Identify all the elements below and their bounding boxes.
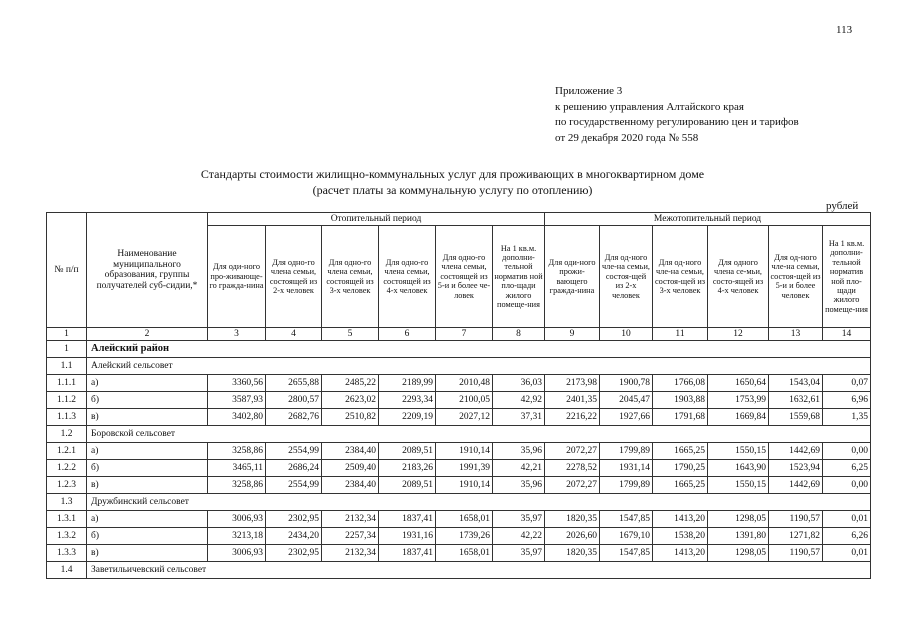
value-cell: 2010,48 bbox=[436, 375, 493, 392]
value-cell: 2189,99 bbox=[379, 375, 436, 392]
value-cell: 35,97 bbox=[493, 511, 545, 528]
tariff-table bbox=[46, 212, 871, 579]
settlement-name: Алейский сельсовет bbox=[87, 358, 871, 375]
value-cell: 36,03 bbox=[493, 375, 545, 392]
table-row-data bbox=[47, 545, 871, 562]
value-cell: 2686,24 bbox=[266, 460, 322, 477]
header-non-heating-col: На 1 кв.м. дополни-тельной норматив ной пло-щади жилого помеще-ния bbox=[823, 226, 871, 328]
value-cell: 2173,98 bbox=[545, 375, 600, 392]
header-heating-period: Отопительный период bbox=[208, 213, 545, 226]
row-number: 1 bbox=[47, 341, 87, 358]
header-col-number: 10 bbox=[600, 328, 653, 341]
header-row-periods bbox=[47, 213, 871, 226]
value-cell: 0,01 bbox=[823, 545, 871, 562]
header-col-number: 14 bbox=[823, 328, 871, 341]
value-cell: 1799,89 bbox=[600, 477, 653, 494]
row-subgroup: в) bbox=[87, 477, 208, 494]
value-cell: 0,00 bbox=[823, 443, 871, 460]
header-row-numbers bbox=[47, 328, 871, 341]
row-number: 1.3.2 bbox=[47, 528, 87, 545]
value-cell: 1837,41 bbox=[379, 511, 436, 528]
row-number: 1.2.3 bbox=[47, 477, 87, 494]
value-cell: 2132,34 bbox=[322, 545, 379, 562]
settlement-name: Боровской сельсовет bbox=[87, 426, 871, 443]
value-cell: 3587,93 bbox=[208, 392, 266, 409]
value-cell: 3213,18 bbox=[208, 528, 266, 545]
value-cell: 2209,19 bbox=[379, 409, 436, 426]
header-col-number: 9 bbox=[545, 328, 600, 341]
value-cell: 42,22 bbox=[493, 528, 545, 545]
value-cell: 1442,69 bbox=[769, 477, 823, 494]
header-col-number: 8 bbox=[493, 328, 545, 341]
value-cell: 2026,60 bbox=[545, 528, 600, 545]
value-cell: 1543,04 bbox=[769, 375, 823, 392]
value-cell: 1837,41 bbox=[379, 545, 436, 562]
value-cell: 1190,57 bbox=[769, 511, 823, 528]
table-row-data bbox=[47, 392, 871, 409]
table-row-district bbox=[47, 341, 871, 358]
row-number: 1.3.3 bbox=[47, 545, 87, 562]
value-cell: 2257,34 bbox=[322, 528, 379, 545]
value-cell: 2800,57 bbox=[266, 392, 322, 409]
appendix-line: от 29 декабря 2020 года № 558 bbox=[555, 131, 699, 144]
value-cell: 3258,86 bbox=[208, 443, 266, 460]
value-cell: 1820,35 bbox=[545, 545, 600, 562]
value-cell: 1991,39 bbox=[436, 460, 493, 477]
header-non-heating-col: Для од-ного чле-на семьи, состоя-щей из 3-х человек bbox=[653, 226, 708, 328]
header-col-number: 2 bbox=[87, 328, 208, 341]
header-col-number: 5 bbox=[322, 328, 379, 341]
row-subgroup: а) bbox=[87, 511, 208, 528]
value-cell: 1931,16 bbox=[379, 528, 436, 545]
value-cell: 1910,14 bbox=[436, 443, 493, 460]
appendix-line: Приложение 3 bbox=[555, 85, 623, 97]
appendix-line: по государственному регулированию цен и тарифов bbox=[555, 116, 799, 128]
value-cell: 35,97 bbox=[493, 545, 545, 562]
row-number: 1.1.2 bbox=[47, 392, 87, 409]
row-number: 1.2 bbox=[47, 426, 87, 443]
value-cell: 3402,80 bbox=[208, 409, 266, 426]
value-cell: 1271,82 bbox=[769, 528, 823, 545]
value-cell: 1550,15 bbox=[708, 443, 769, 460]
row-number: 1.3.1 bbox=[47, 511, 87, 528]
value-cell: 1900,78 bbox=[600, 375, 653, 392]
value-cell: 6,25 bbox=[823, 460, 871, 477]
value-cell: 1739,26 bbox=[436, 528, 493, 545]
table-row-settlement bbox=[47, 562, 871, 579]
value-cell: 2485,22 bbox=[322, 375, 379, 392]
value-cell: 1413,20 bbox=[653, 511, 708, 528]
value-cell: 2216,22 bbox=[545, 409, 600, 426]
value-cell: 2089,51 bbox=[379, 443, 436, 460]
header-heating-col: Для одно-го члена семьи, состоящей из 3-х человек bbox=[322, 226, 379, 328]
value-cell: 6,26 bbox=[823, 528, 871, 545]
header-heating-col: На 1 кв.м. дополни-тельной норматив ной пло-щади жилого помеще-ния bbox=[493, 226, 545, 328]
value-cell: 1559,68 bbox=[769, 409, 823, 426]
row-number: 1.4 bbox=[47, 562, 87, 579]
value-cell: 2509,40 bbox=[322, 460, 379, 477]
value-cell: 1665,25 bbox=[653, 477, 708, 494]
row-subgroup: а) bbox=[87, 443, 208, 460]
value-cell: 1931,14 bbox=[600, 460, 653, 477]
value-cell: 1790,25 bbox=[653, 460, 708, 477]
value-cell: 42,21 bbox=[493, 460, 545, 477]
table-body bbox=[47, 341, 871, 579]
value-cell: 3006,93 bbox=[208, 511, 266, 528]
unit-label: рублей bbox=[826, 200, 859, 212]
page-number: 113 bbox=[836, 24, 853, 36]
row-subgroup: а) bbox=[87, 375, 208, 392]
value-cell: 2302,95 bbox=[266, 545, 322, 562]
value-cell: 1820,35 bbox=[545, 511, 600, 528]
row-subgroup: в) bbox=[87, 545, 208, 562]
district-name: Алейский район bbox=[87, 341, 871, 358]
value-cell: 1910,14 bbox=[436, 477, 493, 494]
header-col-number: 3 bbox=[208, 328, 266, 341]
title-line: (расчет платы за коммунальную услугу по отоплению) bbox=[312, 183, 593, 197]
value-cell: 2132,34 bbox=[322, 511, 379, 528]
value-cell: 1538,20 bbox=[653, 528, 708, 545]
value-cell: 35,96 bbox=[493, 477, 545, 494]
table-row-data bbox=[47, 443, 871, 460]
row-number: 1.2.2 bbox=[47, 460, 87, 477]
table-row-settlement bbox=[47, 426, 871, 443]
header-non-heating-col: Для од-ного чле-на семьи, состоя-щей из 5-и и более человек bbox=[769, 226, 823, 328]
row-number: 1.3 bbox=[47, 494, 87, 511]
value-cell: 1298,05 bbox=[708, 511, 769, 528]
value-cell: 1650,64 bbox=[708, 375, 769, 392]
value-cell: 1442,69 bbox=[769, 443, 823, 460]
appendix-line: к решению управления Алтайского края bbox=[555, 100, 744, 113]
header-col-number: 7 bbox=[436, 328, 493, 341]
header-heating-col: Для одно-го члена семьи, состоящей из 4-х человек bbox=[379, 226, 436, 328]
settlement-name: Дружбинский сельсовет bbox=[87, 494, 871, 511]
value-cell: 6,96 bbox=[823, 392, 871, 409]
value-cell: 2655,88 bbox=[266, 375, 322, 392]
value-cell: 2302,95 bbox=[266, 511, 322, 528]
header-non-heating-col: Для оди-ного прожи-вающего гражда-нина bbox=[545, 226, 600, 328]
value-cell: 0,07 bbox=[823, 375, 871, 392]
row-subgroup: в) bbox=[87, 409, 208, 426]
value-cell: 2682,76 bbox=[266, 409, 322, 426]
value-cell: 42,92 bbox=[493, 392, 545, 409]
value-cell: 2100,05 bbox=[436, 392, 493, 409]
value-cell: 2027,12 bbox=[436, 409, 493, 426]
row-number: 1.2.1 bbox=[47, 443, 87, 460]
header-non-heating-col: Для од-ного чле-на семьи, состоя-щей из 2-х человек bbox=[600, 226, 653, 328]
value-cell: 1523,94 bbox=[769, 460, 823, 477]
value-cell: 1298,05 bbox=[708, 545, 769, 562]
row-subgroup: б) bbox=[87, 460, 208, 477]
value-cell: 1679,10 bbox=[600, 528, 653, 545]
row-subgroup: б) bbox=[87, 528, 208, 545]
header-col-number: 1 bbox=[47, 328, 87, 341]
value-cell: 2183,26 bbox=[379, 460, 436, 477]
table-row-data bbox=[47, 460, 871, 477]
table-row-settlement bbox=[47, 358, 871, 375]
settlement-name: Заветильичевский сельсовет bbox=[87, 562, 871, 579]
row-number: 1.1 bbox=[47, 358, 87, 375]
value-cell: 2045,47 bbox=[600, 392, 653, 409]
value-cell: 1547,85 bbox=[600, 511, 653, 528]
table-row-data bbox=[47, 375, 871, 392]
row-subgroup: б) bbox=[87, 392, 208, 409]
value-cell: 2384,40 bbox=[322, 443, 379, 460]
value-cell: 1391,80 bbox=[708, 528, 769, 545]
header-col-number: 13 bbox=[769, 328, 823, 341]
header-col-number: 4 bbox=[266, 328, 322, 341]
value-cell: 1753,99 bbox=[708, 392, 769, 409]
value-cell: 1632,61 bbox=[769, 392, 823, 409]
value-cell: 2434,20 bbox=[266, 528, 322, 545]
value-cell: 2623,02 bbox=[322, 392, 379, 409]
value-cell: 1669,84 bbox=[708, 409, 769, 426]
table-row-data bbox=[47, 528, 871, 545]
value-cell: 1665,25 bbox=[653, 443, 708, 460]
document-title bbox=[0, 166, 905, 198]
value-cell: 2072,27 bbox=[545, 477, 600, 494]
value-cell: 35,96 bbox=[493, 443, 545, 460]
header-non-heating-col: Для одного члена се-мьи, состо-ящей из 4-х человек bbox=[708, 226, 769, 328]
value-cell: 1643,90 bbox=[708, 460, 769, 477]
value-cell: 2554,99 bbox=[266, 477, 322, 494]
value-cell: 1799,89 bbox=[600, 443, 653, 460]
title-line: Стандарты стоимости жилищно-коммунальных услуг для проживающих в многоквартирном доме bbox=[200, 167, 705, 181]
header-heating-col: Для одно-го члена семьи, состоящей из 2-х человек bbox=[266, 226, 322, 328]
value-cell: 0,00 bbox=[823, 477, 871, 494]
value-cell: 0,01 bbox=[823, 511, 871, 528]
value-cell: 2510,82 bbox=[322, 409, 379, 426]
value-cell: 1550,15 bbox=[708, 477, 769, 494]
table-row-data bbox=[47, 477, 871, 494]
row-number: 1.1.1 bbox=[47, 375, 87, 392]
header-num: № п/п bbox=[47, 213, 87, 328]
value-cell: 1413,20 bbox=[653, 545, 708, 562]
value-cell: 1766,08 bbox=[653, 375, 708, 392]
value-cell: 2554,99 bbox=[266, 443, 322, 460]
value-cell: 3360,56 bbox=[208, 375, 266, 392]
value-cell: 3258,86 bbox=[208, 477, 266, 494]
value-cell: 2384,40 bbox=[322, 477, 379, 494]
value-cell: 37,31 bbox=[493, 409, 545, 426]
value-cell: 2089,51 bbox=[379, 477, 436, 494]
value-cell: 1903,88 bbox=[653, 392, 708, 409]
header-col-number: 11 bbox=[653, 328, 708, 341]
value-cell: 1927,66 bbox=[600, 409, 653, 426]
header-heating-col: Для оди-ного про-живающе-го гражда-нина bbox=[208, 226, 266, 328]
header-col-number: 6 bbox=[379, 328, 436, 341]
table-row-data bbox=[47, 409, 871, 426]
header-name: Наименование муниципального образования, группы получателей суб-сидии,* bbox=[87, 213, 208, 328]
row-number: 1.1.3 bbox=[47, 409, 87, 426]
value-cell: 3006,93 bbox=[208, 545, 266, 562]
value-cell: 1658,01 bbox=[436, 545, 493, 562]
header-col-number: 12 bbox=[708, 328, 769, 341]
value-cell: 3465,11 bbox=[208, 460, 266, 477]
header-heating-col: Для одно-го члена семьи, состоящей из 5-и и более че-ловек bbox=[436, 226, 493, 328]
value-cell: 1,35 bbox=[823, 409, 871, 426]
appendix-block bbox=[555, 84, 799, 146]
value-cell: 1547,85 bbox=[600, 545, 653, 562]
value-cell: 2401,35 bbox=[545, 392, 600, 409]
table-row-data bbox=[47, 511, 871, 528]
header-non-heating-period: Межотопительный период bbox=[545, 213, 871, 226]
value-cell: 1190,57 bbox=[769, 545, 823, 562]
value-cell: 2072,27 bbox=[545, 443, 600, 460]
value-cell: 2278,52 bbox=[545, 460, 600, 477]
table-row-settlement bbox=[47, 494, 871, 511]
value-cell: 2293,34 bbox=[379, 392, 436, 409]
value-cell: 1658,01 bbox=[436, 511, 493, 528]
value-cell: 1791,68 bbox=[653, 409, 708, 426]
